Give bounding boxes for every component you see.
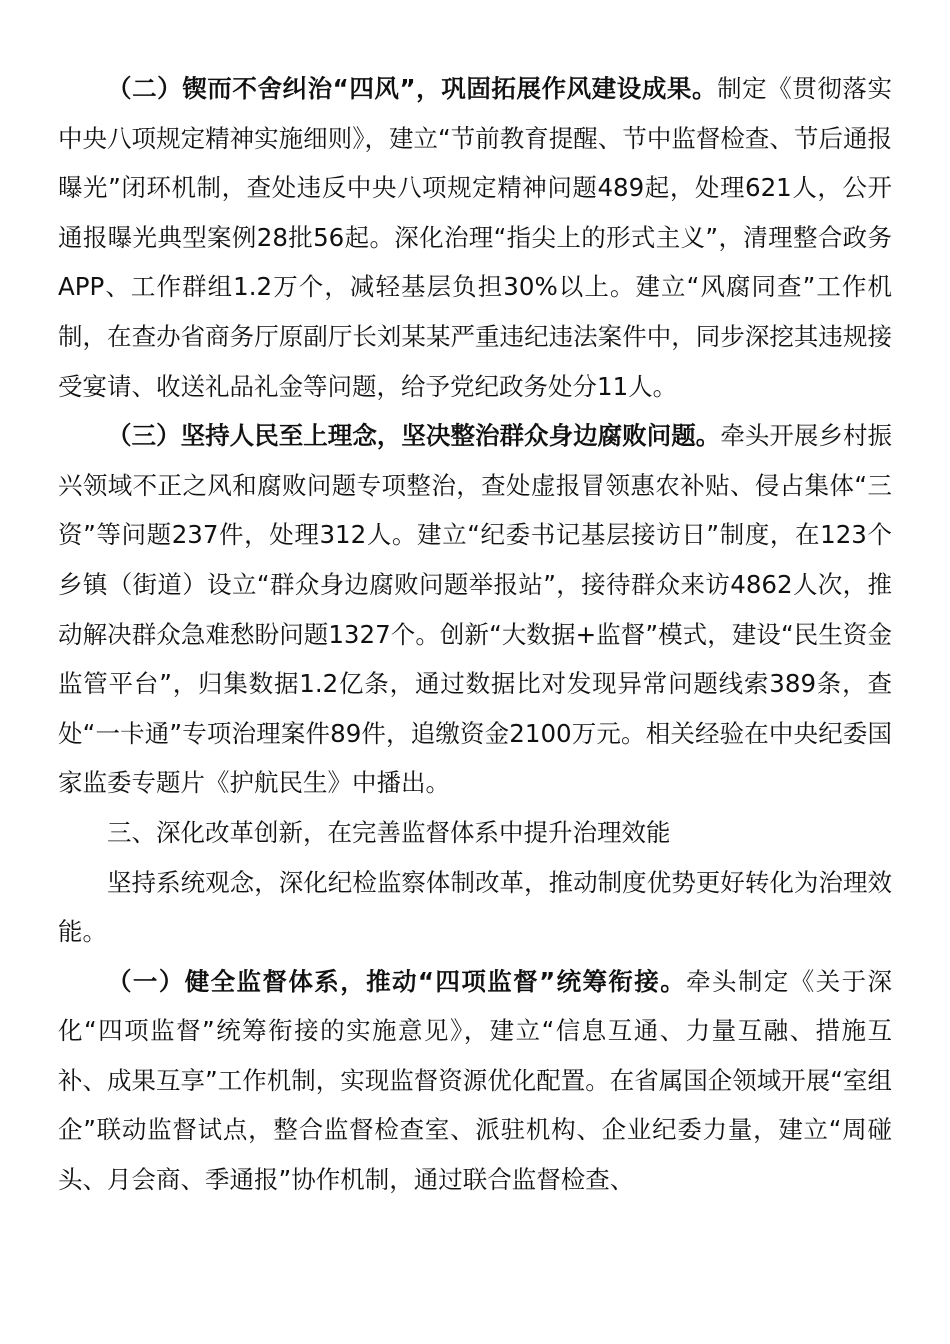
document-body	[58, 64, 892, 1205]
paragraph-people-first	[58, 411, 892, 808]
paragraph-body: 牵头制定《关于深化“四项监督”统筹衔接的实施意见》，建立“信息互通、力量互融、措施互补、成果互享”工作机制，实现监督资源优化配置。在省属国企领域开展“室组企”联动监督试点，整合监督检查室、派驻机构、企业纪委力量，建立“周碰头、月会商、季通报”协作机制，通过联合监督检查、	[58, 966, 893, 1195]
paragraph-lead: （一）健全监督体系，推动“四项监督”统筹衔接。	[107, 966, 687, 996]
section-heading-reform: 三、深化改革创新，在完善监督体系中提升治理效能	[107, 817, 671, 847]
paragraph-lead: （三）坚持人民至上理念，坚决整治群众身边腐败问题。	[107, 421, 721, 451]
paragraph-body: 制定《贯彻落实中央八项规定精神实施细则》，建立“节前教育提醒、节中监督检查、节后通报曝光”闭环机制，查处违反中央八项规定精神问题489起，处理621人，公开通报曝光典型案例28批56起。深化治理“指尖上的形式主义”，清理整合政务APP、工作群组1.2万个，减轻基层负担30%以上。建立“风腐同查”工作机制，在查办省商务厅原副厅长刘某某严重违纪违法案件中，同步深挖其违规接受宴请、收送礼品礼金等问题，给予党纪政务处分11人。	[58, 74, 893, 401]
paragraph-supervision-system	[58, 957, 892, 1205]
paragraph-rectify-four-styles	[58, 64, 892, 411]
paragraph-body: 牵头开展乡村振兴领域不正之风和腐败问题专项整治，查处虚报冒领惠农补贴、侵占集体“三资”等问题237件，处理312人。建立“纪委书记基层接访日”制度，在123个乡镇（街道）设立“群众身边腐败问题举报站”，接待群众来访4862人次，推动解决群众急难愁盼问题1327个。创新“大数据+监督”模式，建设“民生资金监管平台”，归集数据1.2亿条，通过数据比对发现异常问题线索389条，查处“一卡通”专项治理案件89件，追缴资金2100万元。相关经验在中央纪委国家监委专题片《护航民生》中播出。	[58, 421, 893, 798]
paragraph-lead: （二）锲而不舍纠治“四风”，巩固拓展作风建设成果。	[107, 74, 718, 103]
paragraph-system-concept: 坚持系统观念，深化纪检监察体制改革，推动制度优势更好转化为治理效能。	[58, 867, 892, 947]
